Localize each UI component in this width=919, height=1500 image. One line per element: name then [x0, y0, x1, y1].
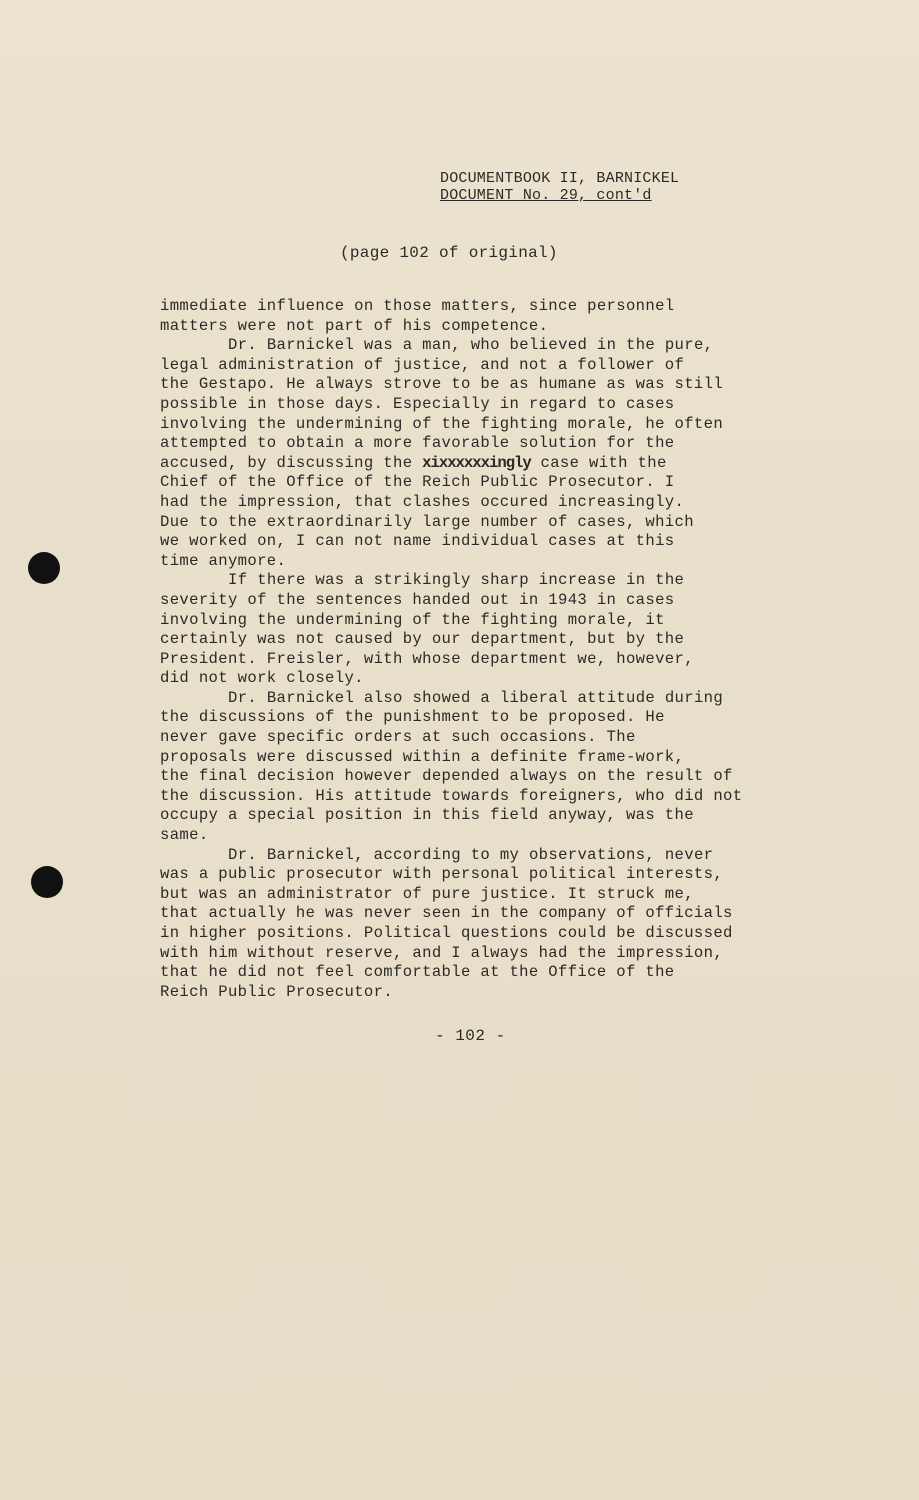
text-line: certainly was not caused by our department, but by the [160, 630, 685, 649]
text-line: but was an administrator of pure justice. It struck me, [160, 884, 694, 903]
text-line: proposals were discussed within a definite frame-work, [160, 747, 685, 766]
text-line: did not work closely. [160, 669, 364, 688]
page-number: - 102 - [435, 1027, 506, 1045]
text-line: immediate influence on those matters, since personnel [160, 297, 675, 315]
text-segment: accused, by discussing the [160, 453, 413, 472]
document-header [440, 170, 760, 204]
text-line: was a public prosecutor with personal political interests, [160, 865, 724, 884]
document-body [160, 297, 860, 1002]
header-line-1: DOCUMENTBOOK II, BARNICKEL [440, 170, 680, 187]
text-line: the Gestapo. He always strove to be as humane as was still [160, 375, 724, 394]
text-line: that he did not feel comfortable at the Office of the [160, 963, 675, 982]
text-line: President. Freisler, with whose department we, however, [160, 649, 694, 668]
text-line: possible in those days. Especially in regard to cases [160, 394, 675, 413]
header-line-2: DOCUMENT No. 29, cont'd [440, 187, 652, 204]
text-line: never gave specific orders at such occasions. The [160, 728, 636, 747]
paragraph [160, 297, 860, 336]
paragraph [160, 571, 860, 689]
page-reference: (page 102 of original) [340, 244, 558, 262]
text-line: involving the undermining of the fighting morale, it [160, 610, 665, 629]
text-line: Chief of the Office of the Reich Public Prosecutor. I [160, 473, 675, 492]
text-line: Reich Public Prosecutor. [160, 982, 393, 1001]
text-segment: case with the [540, 453, 667, 472]
text-line: with him without reserve, and I always had the impression, [160, 943, 724, 962]
punch-hole [31, 866, 63, 898]
struck-out-word: xixxxxxxingly [422, 453, 531, 472]
text-line: involving the undermining of the fighting morale, he often [160, 414, 724, 433]
text-line: severity of the sentences handed out in 1943 in cases [160, 590, 675, 609]
text-line: occupy a special position in this field anyway, was the [160, 806, 694, 825]
text-line: Dr. Barnickel, according to my observations, never [228, 845, 714, 864]
text-line: the discussions of the punishment to be proposed. He [160, 708, 665, 727]
text-line: legal administration of justice, and not a follower of [160, 355, 685, 374]
text-line: If there was a strikingly sharp increase in the [228, 571, 685, 590]
text-line [160, 454, 860, 474]
text-line: Dr. Barnickel was a man, who believed in the pure, [228, 336, 714, 355]
text-line: that actually he was never seen in the company of officials [160, 904, 733, 923]
paragraph [160, 689, 860, 846]
text-line: time anymore. [160, 551, 287, 570]
text-line: in higher positions. Political questions could be discussed [160, 924, 733, 942]
text-line: the final decision however depended always on the result of [160, 767, 733, 786]
text-line: had the impression, that clashes occured increasingly. [160, 492, 685, 511]
text-line: matters were not part of his competence. [160, 316, 549, 335]
text-line: same. [160, 826, 209, 845]
text-line: we worked on, I can not name individual cases at this [160, 532, 675, 551]
text-line: Due to the extraordinarily large number of cases, which [160, 512, 694, 531]
punch-hole [28, 552, 60, 584]
text-line: the discussion. His attitude towards foreigners, who did not [160, 786, 743, 805]
paragraph [160, 336, 860, 571]
text-line: Dr. Barnickel also showed a liberal attitude during [228, 688, 724, 707]
text-line: attempted to obtain a more favorable solution for the [160, 434, 675, 453]
paragraph [160, 846, 860, 1003]
